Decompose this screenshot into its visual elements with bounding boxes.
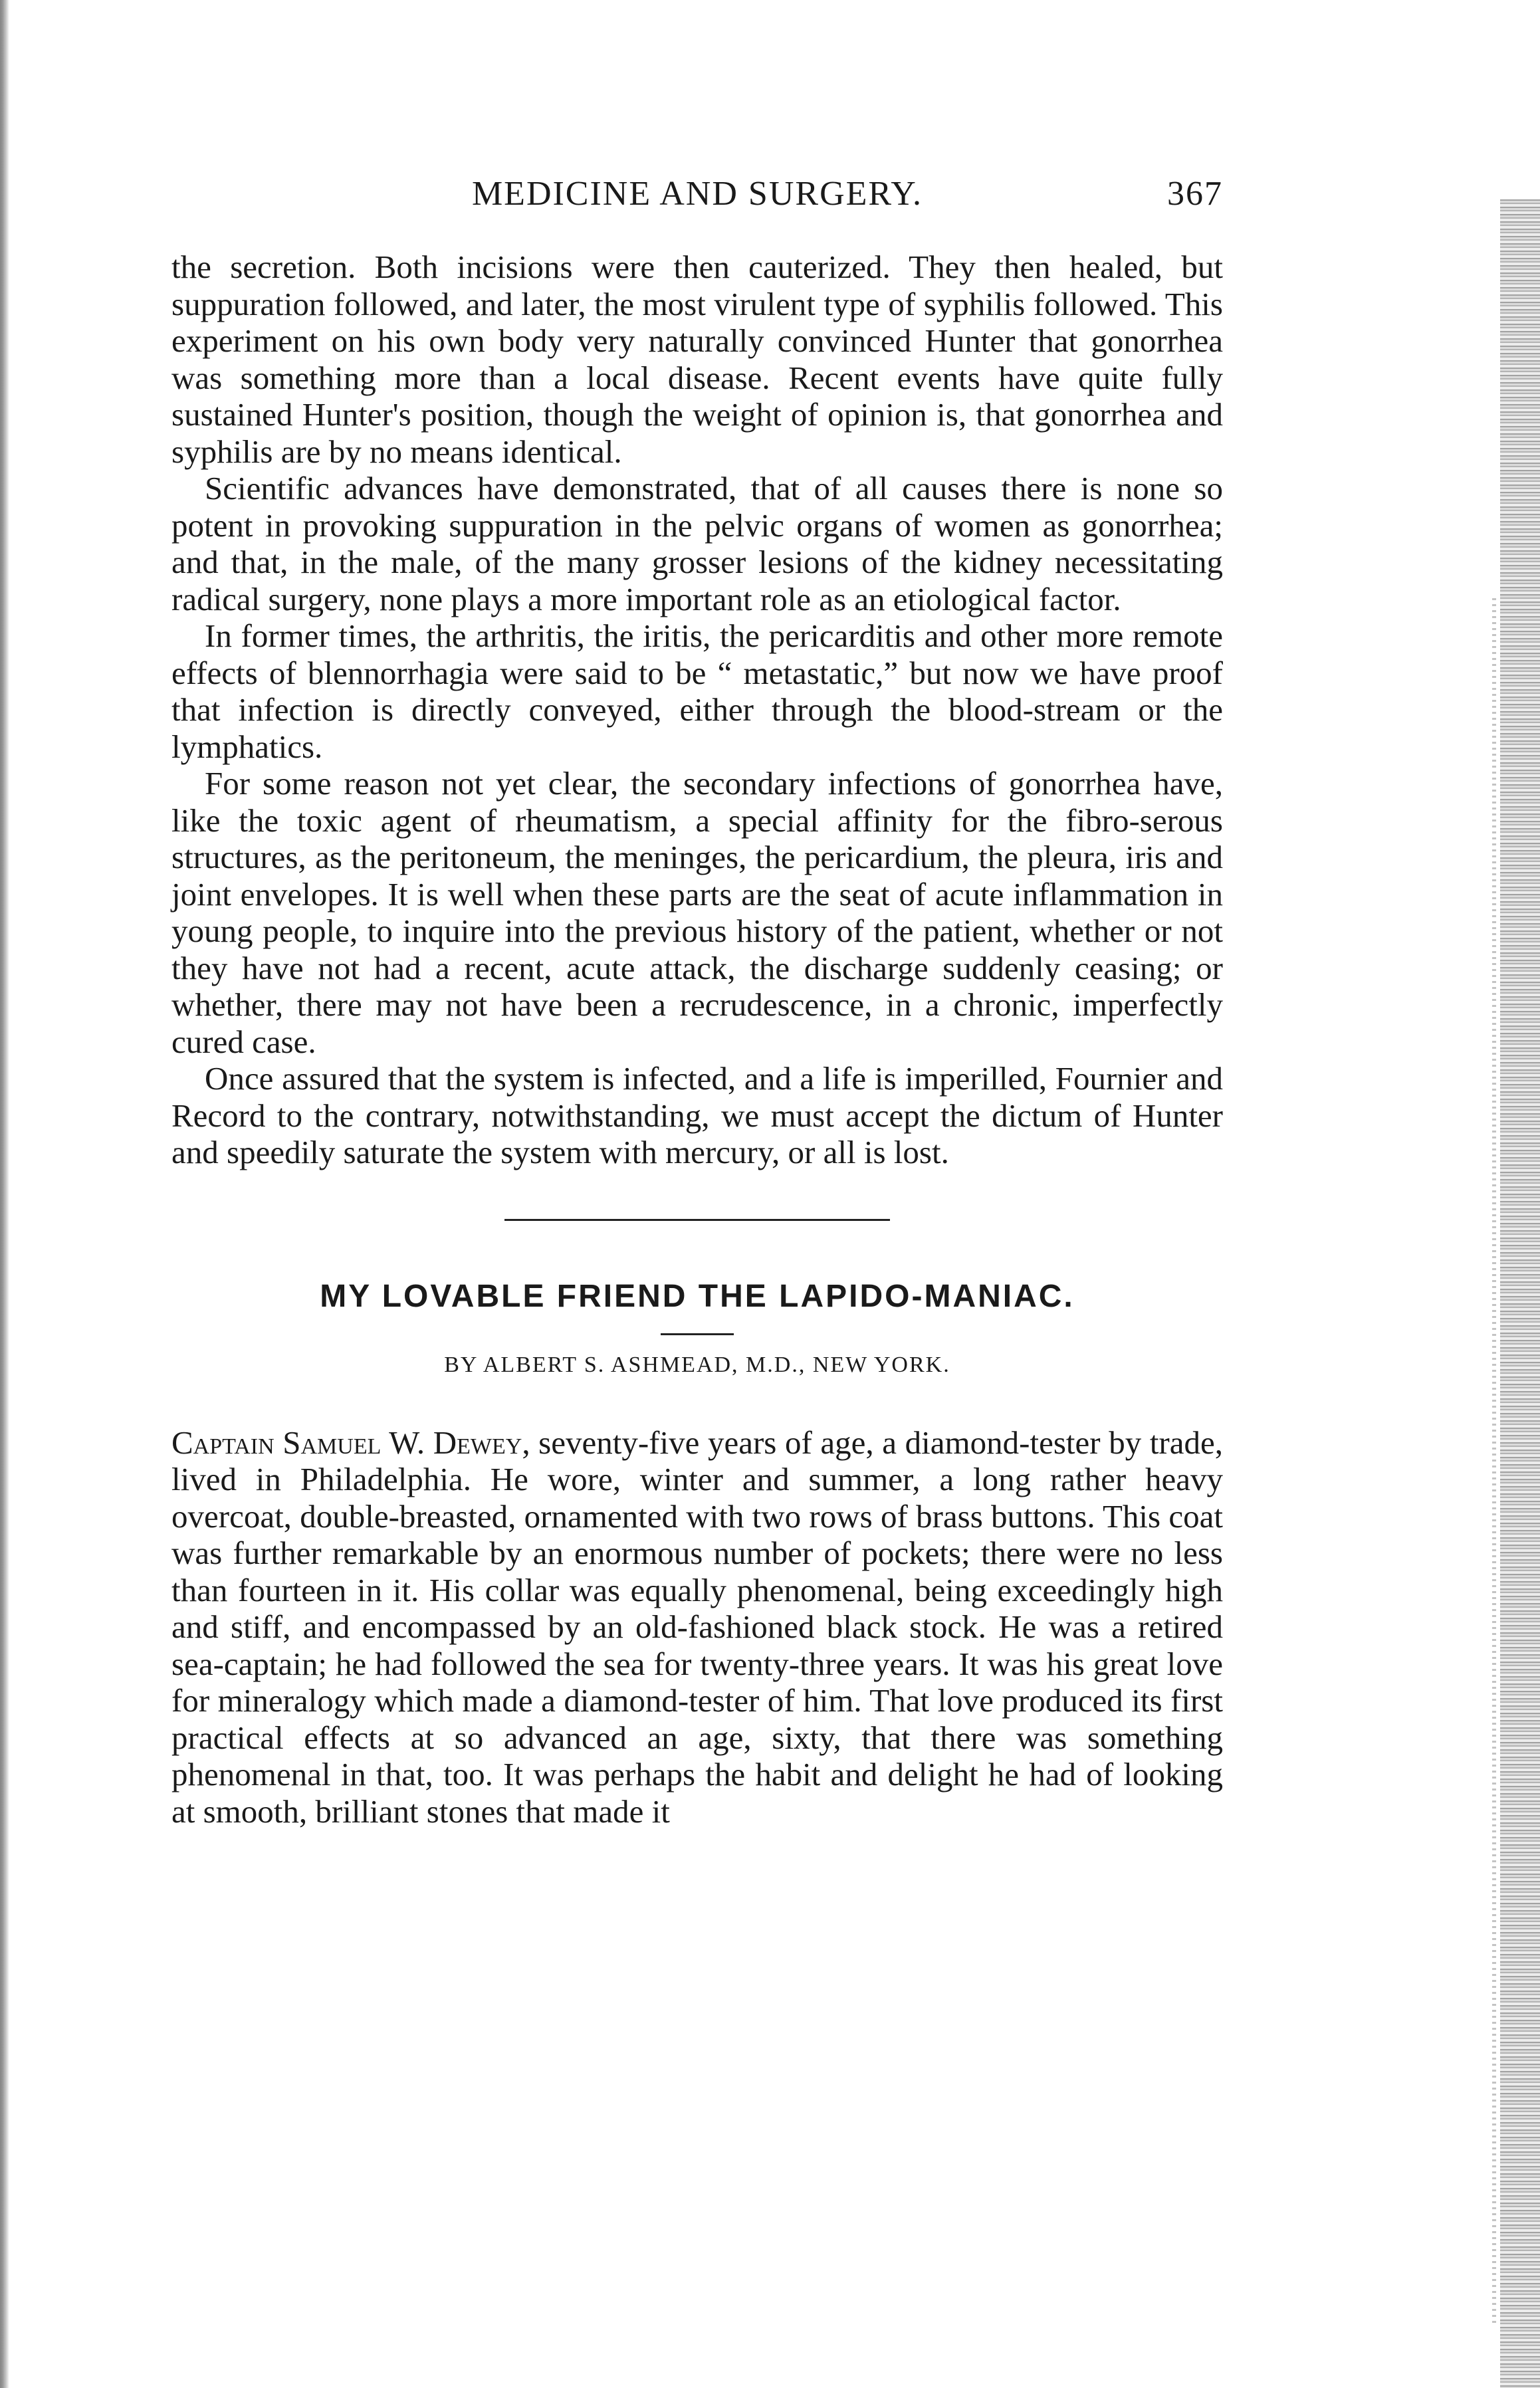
- paragraph: Once assured that the system is infected, and a life is imperilled, Fournier and Record to the contrary, notwithstanding, we must accept the dictum of Hunter and speedily saturate the system with mercury, or all is lost.: [171, 1060, 1223, 1170]
- opening-text: , seventy-five years of age, a diamond-tester by trade, lived in Philadelphia. He wore, winter and summer, a long rather heavy overcoat, double-breasted, ornamented with two rows of brass buttons. This coat was further remarkable by an enormous number of pockets; there were no less than fourteen in it. His collar was equally phenomenal, being exceedingly high and stiff, and encompassed by an old-fashioned black stock. He was a retired sea-captain; he had followed the sea for twenty-three years. It was his great love for mineralogy which made a diamond-tester of him. That love produced its first practical effects at so advanced an age, sixty, that there was something phenomenal in that, too. It was perhaps the habit and delight he had of looking at smooth, brilliant stones that made it: [171, 1424, 1223, 1830]
- page-number: 367: [1167, 175, 1223, 213]
- running-head: [171, 174, 1223, 222]
- continued-text: [171, 249, 1223, 1171]
- running-head-title: MEDICINE AND SURGERY.: [471, 175, 923, 213]
- scan-edge-right-inner: [1492, 598, 1496, 2326]
- opening-name: Captain Samuel W. Dewey: [171, 1424, 522, 1461]
- article-title: MY LOVABLE FRIEND THE LAPIDO-MANIAC.: [320, 1278, 1075, 1314]
- scan-edge-left: [0, 0, 9, 2388]
- page: [171, 174, 1223, 1830]
- title-divider: [661, 1333, 734, 1335]
- article-paragraph: [171, 1424, 1223, 1830]
- section-divider: [504, 1219, 890, 1221]
- paragraph: For some reason not yet clear, the secondary infections of gonorrhea have, like the toxic agent of rheumatism, a special affinity for the fibro-serous structures, as the peritoneum, the meninges, the pericardium, the pleura, iris and joint envelopes. It is well when these parts are the seat of acute inflammation in young people, to inquire into the previous history of the patient, whether or not they have not had a recent, acute attack, the discharge suddenly ceasing; or whether, there may not have been a recrudescence, in a chronic, imperfectly cured case.: [171, 765, 1223, 1060]
- article-body: [171, 1424, 1223, 1830]
- article-byline: BY ALBERT S. ASHMEAD, M.D., NEW YORK.: [444, 1352, 950, 1377]
- scan-edge-right: [1500, 199, 1540, 2388]
- paragraph: In former times, the arthritis, the iritis, the pericarditis and other more remote effects of blennorrhagia were said to be “ metastatic,” but now we have proof that infection is directly conveyed, either through the blood-stream or the lymphatics.: [171, 617, 1223, 765]
- paragraph: Scientific advances have demonstrated, that of all causes there is none so potent in provoking suppuration in the pelvic organs of women as gonorrhea; and that, in the male, of the many grosser lesions of the kidney necessitating radical surgery, none plays a more important role as an etiological factor.: [171, 470, 1223, 617]
- paragraph: the secretion. Both incisions were then cauterized. They then healed, but suppuration followed, and later, the most virulent type of syphilis followed. This experiment on his own body very naturally convinced Hunter that gonorrhea was something more than a local disease. Recent events have quite fully sustained Hunter's position, though the weight of opinion is, that gonorrhea and syphilis are by no means identical.: [171, 249, 1223, 470]
